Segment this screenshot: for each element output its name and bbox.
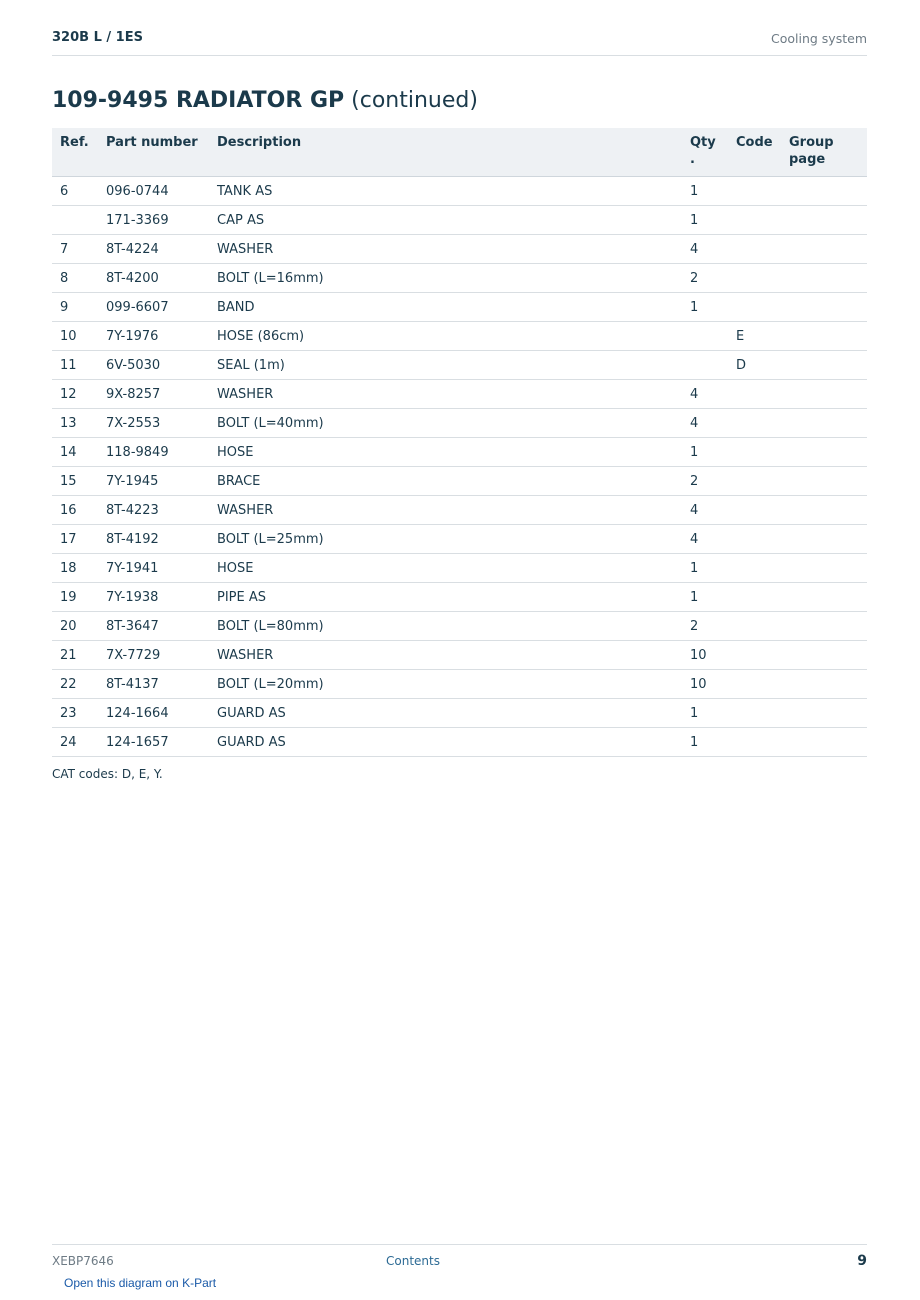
table-row	[52, 322, 867, 351]
title-suffix: (continued)	[344, 88, 478, 113]
code-cell	[728, 380, 781, 409]
table-row	[52, 496, 867, 525]
title-part-name: 109-9495 RADIATOR GP	[52, 88, 345, 113]
group-page-cell	[781, 380, 867, 409]
table-row	[52, 612, 867, 641]
table-row	[52, 583, 867, 612]
table-row	[52, 670, 867, 699]
ref-cell: 15	[52, 467, 98, 496]
ref-cell: 23	[52, 699, 98, 728]
table-row	[52, 206, 867, 235]
group-page-cell	[781, 177, 867, 206]
qty-cell: 2	[682, 264, 728, 293]
description-cell: GUARD AS	[209, 728, 682, 757]
table-header-row	[52, 128, 867, 177]
part-number-cell: 7Y-1945	[98, 467, 209, 496]
section-label: Cooling system	[771, 31, 867, 46]
description-cell: WASHER	[209, 641, 682, 670]
part-number-cell: 7Y-1976	[98, 322, 209, 351]
table-row	[52, 351, 867, 380]
ref-cell	[52, 206, 98, 235]
part-number-cell: 8T-3647	[98, 612, 209, 641]
qty-cell: 1	[682, 438, 728, 467]
description-cell: BRACE	[209, 467, 682, 496]
group-page-cell	[781, 206, 867, 235]
qty-cell: 1	[682, 728, 728, 757]
code-cell	[728, 235, 781, 264]
group-page-cell	[781, 728, 867, 757]
group-page-cell	[781, 351, 867, 380]
description-cell: WASHER	[209, 496, 682, 525]
group-page-cell	[781, 583, 867, 612]
ref-cell: 24	[52, 728, 98, 757]
qty-cell: 4	[682, 235, 728, 264]
code-cell	[728, 525, 781, 554]
table-row	[52, 380, 867, 409]
ref-cell: 9	[52, 293, 98, 322]
ref-cell: 6	[52, 177, 98, 206]
description-cell: PIPE AS	[209, 583, 682, 612]
code-cell	[728, 438, 781, 467]
part-number-cell: 118-9849	[98, 438, 209, 467]
group-page-cell	[781, 670, 867, 699]
cat-codes-note: CAT codes: D, E, Y.	[52, 767, 163, 781]
ref-cell: 14	[52, 438, 98, 467]
description-cell: HOSE	[209, 554, 682, 583]
code-cell	[728, 177, 781, 206]
group-page-cell	[781, 438, 867, 467]
part-number-cell: 7Y-1941	[98, 554, 209, 583]
group-page-cell	[781, 641, 867, 670]
part-number-cell: 171-3369	[98, 206, 209, 235]
code-cell	[728, 554, 781, 583]
col-header-qty: Qty .	[682, 128, 728, 177]
code-cell	[728, 583, 781, 612]
description-cell: BOLT (L=80mm)	[209, 612, 682, 641]
qty-cell: 4	[682, 525, 728, 554]
col-header-group-page: Group page	[781, 128, 867, 177]
part-number-cell: 8T-4224	[98, 235, 209, 264]
description-cell: GUARD AS	[209, 699, 682, 728]
code-cell	[728, 728, 781, 757]
table-row	[52, 235, 867, 264]
description-cell: SEAL (1m)	[209, 351, 682, 380]
ref-cell: 8	[52, 264, 98, 293]
part-number-cell: 7Y-1938	[98, 583, 209, 612]
kpart-diagram-link[interactable]: Open this diagram on K-Part	[64, 1276, 217, 1290]
qty-cell: 4	[682, 496, 728, 525]
table-row	[52, 438, 867, 467]
group-page-cell	[781, 409, 867, 438]
ref-cell: 7	[52, 235, 98, 264]
table-row	[52, 554, 867, 583]
code-cell	[728, 612, 781, 641]
description-cell: HOSE	[209, 438, 682, 467]
group-page-cell	[781, 293, 867, 322]
code-cell	[728, 670, 781, 699]
code-cell	[728, 206, 781, 235]
description-cell: BAND	[209, 293, 682, 322]
code-cell	[728, 467, 781, 496]
ref-cell: 10	[52, 322, 98, 351]
description-cell: WASHER	[209, 380, 682, 409]
qty-cell: 1	[682, 177, 728, 206]
description-cell: WASHER	[209, 235, 682, 264]
code-cell	[728, 264, 781, 293]
ref-cell: 21	[52, 641, 98, 670]
description-cell: BOLT (L=25mm)	[209, 525, 682, 554]
part-number-cell: 8T-4192	[98, 525, 209, 554]
group-page-cell	[781, 496, 867, 525]
part-number-cell: 6V-5030	[98, 351, 209, 380]
table-row	[52, 177, 867, 206]
page-number: 9	[857, 1253, 867, 1269]
qty-cell: 1	[682, 206, 728, 235]
table-row	[52, 409, 867, 438]
part-number-cell: 8T-4200	[98, 264, 209, 293]
qty-cell: 1	[682, 293, 728, 322]
code-cell	[728, 641, 781, 670]
code-cell: D	[728, 351, 781, 380]
qty-cell: 1	[682, 583, 728, 612]
part-number-cell: 8T-4137	[98, 670, 209, 699]
group-page-cell	[781, 699, 867, 728]
group-page-cell	[781, 554, 867, 583]
table-row	[52, 699, 867, 728]
qty-cell	[682, 351, 728, 380]
code-cell	[728, 409, 781, 438]
col-header-code: Code	[728, 128, 781, 177]
table-row	[52, 264, 867, 293]
description-cell: BOLT (L=40mm)	[209, 409, 682, 438]
part-number-cell: 9X-8257	[98, 380, 209, 409]
part-number-cell: 124-1664	[98, 699, 209, 728]
qty-cell: 2	[682, 467, 728, 496]
model-label: 320B L / 1ES	[52, 30, 143, 45]
group-page-cell	[781, 467, 867, 496]
group-page-cell	[781, 264, 867, 293]
qty-cell: 1	[682, 554, 728, 583]
group-page-cell	[781, 525, 867, 554]
description-cell: HOSE (86cm)	[209, 322, 682, 351]
ref-cell: 12	[52, 380, 98, 409]
col-header-part-number: Part number	[98, 128, 209, 177]
qty-cell: 2	[682, 612, 728, 641]
description-cell: BOLT (L=20mm)	[209, 670, 682, 699]
part-number-cell: 124-1657	[98, 728, 209, 757]
group-page-cell	[781, 322, 867, 351]
document-code: XEBP7646	[52, 1254, 114, 1268]
col-header-ref: Ref.	[52, 128, 98, 177]
code-cell	[728, 293, 781, 322]
ref-cell: 13	[52, 409, 98, 438]
table-row	[52, 641, 867, 670]
ref-cell: 16	[52, 496, 98, 525]
part-number-cell: 099-6607	[98, 293, 209, 322]
qty-cell: 1	[682, 699, 728, 728]
qty-cell	[682, 322, 728, 351]
ref-cell: 22	[52, 670, 98, 699]
part-number-cell: 8T-4223	[98, 496, 209, 525]
table-row	[52, 293, 867, 322]
description-cell: TANK AS	[209, 177, 682, 206]
page-header	[52, 28, 867, 56]
table-row	[52, 728, 867, 757]
description-cell: CAP AS	[209, 206, 682, 235]
code-cell	[728, 699, 781, 728]
part-number-cell: 096-0744	[98, 177, 209, 206]
description-cell: BOLT (L=16mm)	[209, 264, 682, 293]
qty-cell: 4	[682, 380, 728, 409]
qty-cell: 10	[682, 641, 728, 670]
page-title	[52, 88, 478, 113]
code-cell	[728, 496, 781, 525]
parts-table	[52, 128, 867, 757]
part-number-cell: 7X-7729	[98, 641, 209, 670]
ref-cell: 11	[52, 351, 98, 380]
contents-link[interactable]: Contents	[386, 1254, 440, 1268]
group-page-cell	[781, 612, 867, 641]
table-row	[52, 467, 867, 496]
code-cell: E	[728, 322, 781, 351]
page-footer	[52, 1244, 867, 1275]
ref-cell: 19	[52, 583, 98, 612]
col-header-description: Description	[209, 128, 682, 177]
ref-cell: 20	[52, 612, 98, 641]
table-row	[52, 525, 867, 554]
part-number-cell: 7X-2553	[98, 409, 209, 438]
group-page-cell	[781, 235, 867, 264]
qty-cell: 4	[682, 409, 728, 438]
ref-cell: 17	[52, 525, 98, 554]
qty-cell: 10	[682, 670, 728, 699]
parts-table-body	[52, 177, 867, 757]
ref-cell: 18	[52, 554, 98, 583]
